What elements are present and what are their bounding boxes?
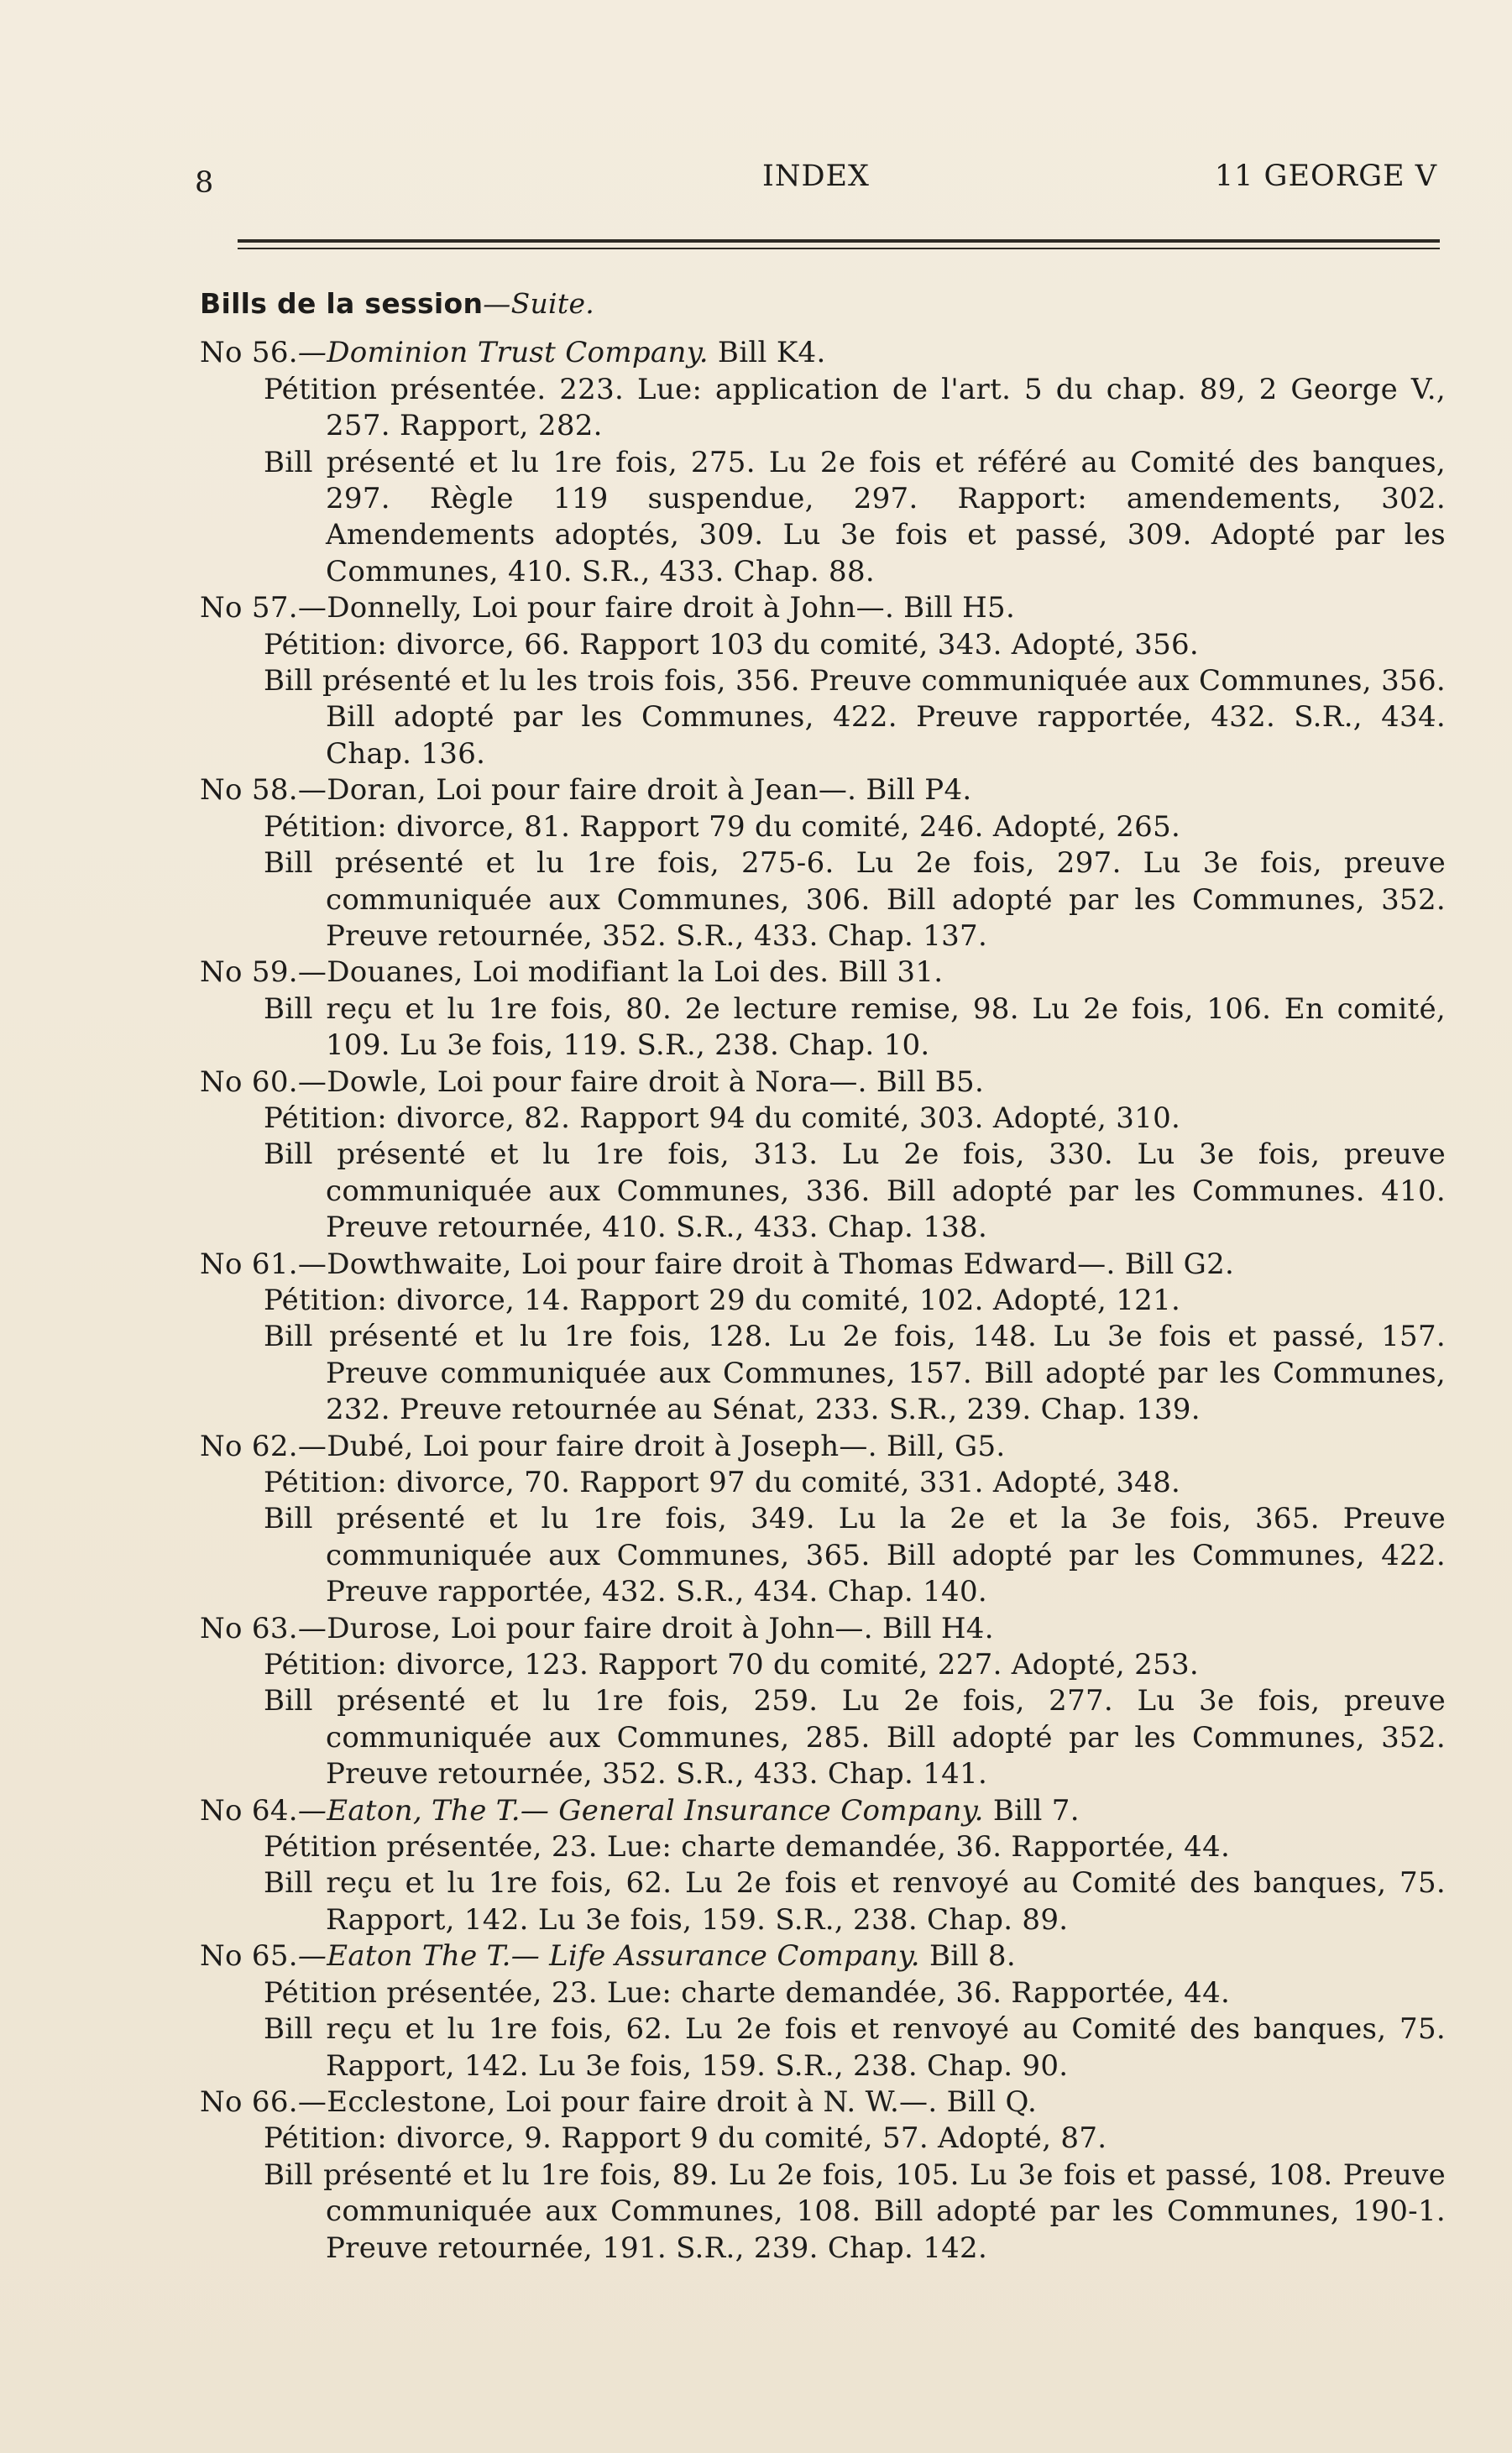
- entry-number: No 64.: [200, 1793, 298, 1828]
- entry-number: No 61.: [200, 1247, 298, 1281]
- page-header: [195, 160, 1437, 210]
- entry-detail-line: Bill présenté et lu 1re fois, 275. Lu 2e fois et référé au Comité des banques, 297. Règle 119 suspendue, 297. Rapport: amendements, 302. Amendements adoptés, 309. Lu 3e fois et passé, 309. Adopté par les Communes, 410. S.R., 433. Chap. 88.: [264, 445, 1446, 588]
- entry-number: No 60.: [200, 1064, 298, 1099]
- entry-detail-line: Bill reçu et lu 1re fois, 62. Lu 2e fois et renvoyé au Comité des banques, 75. Rapport, 142. Lu 3e fois, 159. S.R., 238. Chap. 90.: [264, 2012, 1446, 2083]
- entry-title: —Dowthwaite, Loi pour faire droit à Thomas Edward—.: [297, 1247, 1116, 1281]
- entry-bill-number: Bill B5.: [866, 1064, 985, 1099]
- page-title: INDEX: [762, 160, 870, 193]
- index-entry: [200, 1064, 1446, 1247]
- entry-number: No 58.: [200, 773, 298, 808]
- section-suite: —Suite.: [483, 287, 595, 320]
- entry-detail-line: Bill présenté et lu 1re fois, 349. Lu la 2e et la 3e fois, 365. Preuve communiquée aux Communes, 365. Bill adopté par les Communes, 422. Preuve rapportée, 432. S.R., 434. Chap. 140.: [264, 1502, 1446, 1609]
- index-entry: [200, 335, 1446, 590]
- index-entry: [200, 955, 1446, 1064]
- index-entry: [200, 1247, 1446, 1429]
- index-content: [200, 285, 1446, 2267]
- index-entry: [200, 590, 1446, 772]
- entry-detail-line: Bill présenté et lu 1re fois, 313. Lu 2e fois, 330. Lu 3e fois, preuve communiquée aux Communes, 336. Bill adopté par les Communes. 410. Preuve retournée, 410. S.R., 433. Chap. 138.: [264, 1138, 1446, 1245]
- entry-detail-line: Pétition présentée. 223. Lue: application de l'art. 5 du chap. 89, 2 George V., 257. Rapport, 282.: [264, 372, 1446, 443]
- entry-bill-number: Bill K4.: [708, 336, 826, 370]
- entry-title: —Eaton, The T.— General Insurance Company.: [297, 1793, 984, 1828]
- entry-bill-number: Bill 8.: [919, 1939, 1016, 1974]
- index-entry: [200, 1793, 1446, 1939]
- entry-heading: [200, 1247, 1446, 1283]
- entry-detail-line: Bill présenté et lu 1re fois, 89. Lu 2e fois, 105. Lu 3e fois et passé, 108. Preuve communiquée aux Communes, 108. Bill adopté par les Communes, 190-1. Preuve retournée, 191. S.R., 239. Chap. 142.: [264, 2157, 1446, 2265]
- entry-number: No 66.: [200, 2084, 298, 2119]
- header-rule-thin: [238, 248, 1440, 249]
- entry-bill-number: Bill H4.: [872, 1611, 994, 1645]
- entry-title: —Dowle, Loi pour faire droit à Nora—.: [297, 1064, 867, 1099]
- entry-heading: [200, 1064, 1446, 1101]
- entry-detail-line: Bill reçu et lu 1re fois, 80. 2e lecture remise, 98. Lu 2e fois, 106. En comité, 109. Lu 3e fois, 119. S.R., 238. Chap. 10.: [264, 991, 1446, 1063]
- entry-bill-number: Bill G2.: [1115, 1247, 1235, 1281]
- entry-number: No 56.: [200, 336, 298, 370]
- entry-detail-line: Pétition présentée, 23. Lue: charte demandée, 36. Rapportée, 44.: [264, 1830, 1231, 1865]
- entry-title: —Dominion Trust Company.: [297, 336, 709, 370]
- index-entry: [200, 772, 1446, 955]
- entry-title: —Durose, Loi pour faire droit à John—.: [297, 1611, 873, 1645]
- entry-list: [200, 335, 1446, 2267]
- entry-bill-number: Bill, G5.: [876, 1429, 1006, 1463]
- section-title-text: Bills de la session: [200, 287, 484, 320]
- entry-number: No 65.: [200, 1939, 298, 1974]
- entry-heading: [200, 590, 1446, 626]
- entry-number: No 57.: [200, 591, 298, 625]
- entry-number: No 63.: [200, 1611, 298, 1645]
- entry-detail-line: Bill reçu et lu 1re fois, 62. Lu 2e fois et renvoyé au Comité des banques, 75. Rapport, 142. Lu 3e fois, 159. S.R., 238. Chap. 89.: [264, 1866, 1446, 1937]
- entry-title: —Ecclestone, Loi pour faire droit à N. W.—.: [297, 2084, 938, 2119]
- entry-detail-line: Pétition: divorce, 66. Rapport 103 du comité, 343. Adopté, 356.: [264, 627, 1200, 662]
- entry-number: No 62.: [200, 1429, 298, 1463]
- entry-heading: [200, 335, 1446, 371]
- entry-bill-number: Bill 7.: [983, 1793, 1080, 1828]
- index-entry: [200, 1938, 1446, 2084]
- entry-title: —Eaton The T.— Life Assurance Company.: [297, 1939, 920, 1974]
- entry-detail-line: Bill présenté et lu les trois fois, 356. Preuve communiquée aux Communes, 356. Bill adopté par les Communes, 422. Preuve rapportée, 432. S.R., 434. Chap. 136.: [264, 664, 1446, 771]
- entry-detail-line: Pétition: divorce, 82. Rapport 94 du comité, 303. Adopté, 310.: [264, 1101, 1181, 1135]
- entry-detail-line: Bill présenté et lu 1re fois, 275-6. Lu 2e fois, 297. Lu 3e fois, preuve communiquée aux Communes, 306. Bill adopté par les Communes, 352. Preuve retournée, 352. S.R., 433. Chap. 137.: [264, 846, 1446, 953]
- entry-bill-number: Bill P4.: [856, 773, 972, 808]
- entry-detail-line: Pétition présentée, 23. Lue: charte demandée, 36. Rapportée, 44.: [264, 1975, 1231, 2010]
- index-entry: [200, 1611, 1446, 1793]
- entry-title: —Donnelly, Loi pour faire droit à John—.: [297, 591, 895, 625]
- entry-title: —Dubé, Loi pour faire droit à Joseph—.: [297, 1429, 877, 1463]
- entry-bill-number: Bill Q.: [937, 2084, 1038, 2119]
- entry-detail-line: Bill présenté et lu 1re fois, 259. Lu 2e fois, 277. Lu 3e fois, preuve communiquée aux Communes, 285. Bill adopté par les Communes, 352. Preuve retournée, 352. S.R., 433. Chap. 141.: [264, 1684, 1446, 1791]
- entry-detail-line: Pétition: divorce, 70. Rapport 97 du comité, 331. Adopté, 348.: [264, 1466, 1181, 1499]
- entry-heading: [200, 1938, 1446, 1974]
- entry-detail-line: Pétition: divorce, 81. Rapport 79 du comité, 246. Adopté, 265.: [264, 809, 1181, 844]
- entry-number: No 59.: [200, 955, 298, 990]
- page-number: 8: [195, 166, 215, 200]
- entry-detail-line: Pétition: divorce, 14. Rapport 29 du comité, 102. Adopté, 121.: [264, 1283, 1181, 1317]
- section-title: [200, 285, 1446, 322]
- entry-heading: [200, 2084, 1446, 2121]
- index-entry: [200, 1429, 1446, 1611]
- entry-heading: [200, 955, 1446, 991]
- entry-title: —Douanes, Loi modifiant la Loi des.: [297, 955, 829, 990]
- header-rule-thick: [238, 239, 1440, 243]
- entry-detail-line: Bill présenté et lu 1re fois, 128. Lu 2e fois, 148. Lu 3e fois et passé, 157. Preuve communiquée aux Communes, 157. Bill adopté par les Communes, 232. Preuve retournée au Sénat, 233. S.R., 239. Chap. 139.: [264, 1320, 1446, 1427]
- entry-heading: [200, 1793, 1446, 1829]
- entry-bill-number: Bill H5.: [894, 591, 1016, 625]
- entry-bill-number: Bill 31.: [829, 955, 944, 990]
- entry-detail-line: Pétition: divorce, 9. Rapport 9 du comité, 57. Adopté, 87.: [264, 2121, 1107, 2156]
- entry-heading: [200, 772, 1446, 808]
- entry-heading: [200, 1429, 1446, 1465]
- entry-title: —Doran, Loi pour faire droit à Jean—.: [297, 773, 857, 808]
- entry-heading: [200, 1611, 1446, 1647]
- page-reign-label: 11 GEORGE V: [1214, 160, 1437, 193]
- index-entry: [200, 2084, 1446, 2267]
- entry-detail-line: Pétition: divorce, 123. Rapport 70 du comité, 227. Adopté, 253.: [264, 1648, 1200, 1682]
